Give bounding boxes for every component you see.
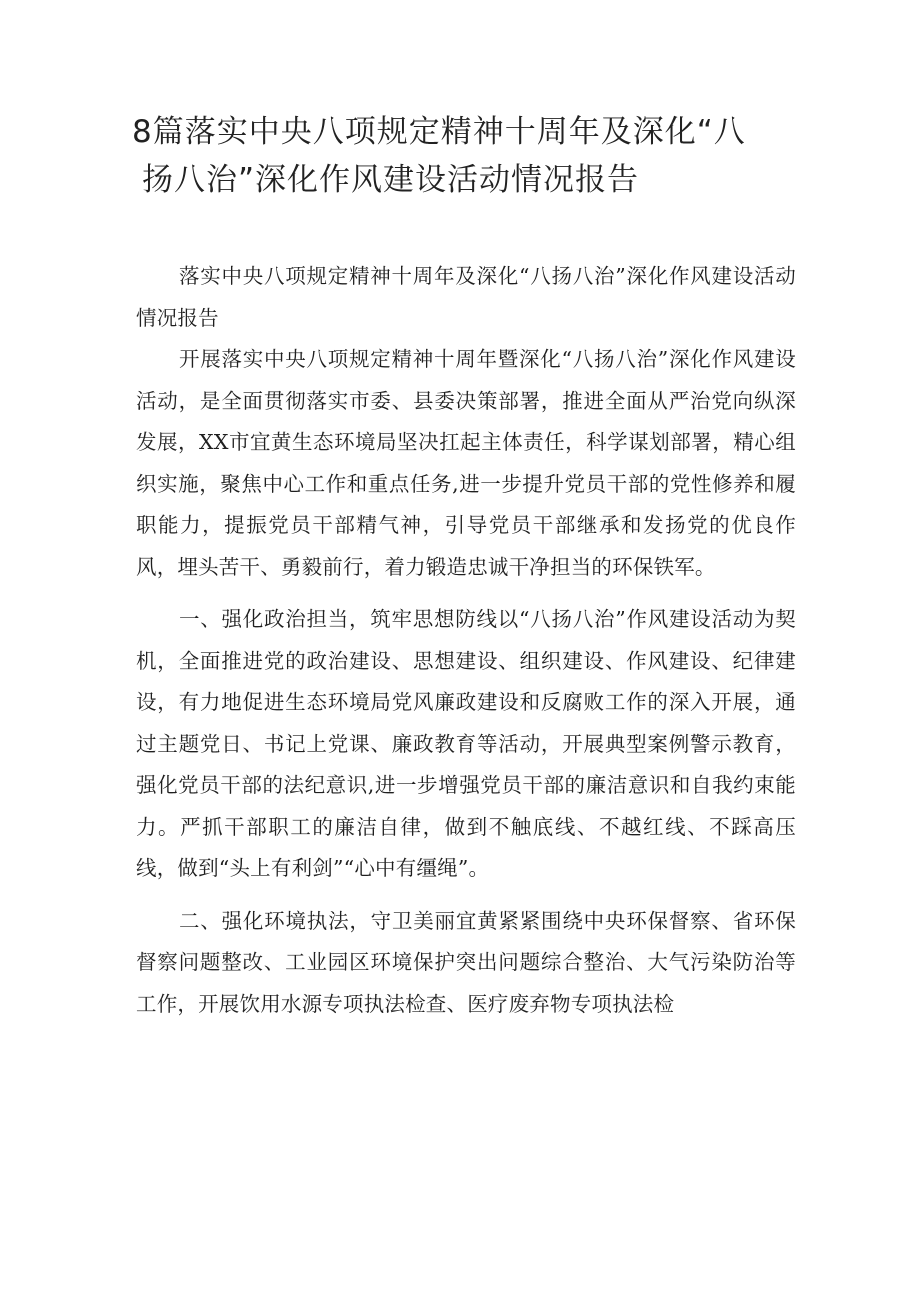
paragraph-intro: 开展落实中央八项规定精神十周年暨深化“八扬八治”深化作风建设活动，是全面贯彻落实市委、县委决策部署，推进全面从严治党向纵深发展，XX市宜黄生态环境局坚决扛起主体责任，科学谋划部署，精心组织实施，聚焦中心工作和重点任务,进一步提升党员干部的党性修养和履职能力，提振党员干部精气神，引导党员干部继承和发扬党的优良作风，埋头苦干、勇毅前行，着力锻造忠诚干净担当的环保铁军。 — [136, 347, 796, 579]
paragraph-section-1: 一、强化政治担当，筑牢思想防线以“八扬八治”作风建设活动为契机，全面推进党的政治建设、思想建设、组织建设、作风建设、纪律建设，有力地促进生态环境局党风廉政建设和反腐败工作的深入开展，通过主题党日、书记上党课、廉政教育等活动，开展典型案例警示教育，强化党员干部的法纪意识,进一步增强党员干部的廉洁意识和自我约束能力。严抓干部职工的廉洁自律，做到不触底线、不越红线、不踩高压线，做到“头上有利剑”“心中有缰绳”。 — [136, 607, 796, 880]
title-line-2: 扬八治”深化作风建设活动情况报告 — [142, 162, 640, 198]
title-line-1: 8篇落实中央八项规定精神十周年及深化“八 — [132, 114, 746, 150]
document-title — [132, 108, 802, 204]
document-body — [136, 256, 796, 1025]
paragraph-section-2: 二、强化环境执法，守卫美丽宜黄紧紧围绕中央环保督察、省环保督察问题整改、工业园区环境保护突出问题综合整治、大气污染防治等工作，开展饮用水源专项执法检查、医疗废弃物专项执法检 — [136, 908, 796, 1016]
paragraph-subtitle: 落实中央八项规定精神十周年及深化“八扬八治”深化作风建设活动情况报告 — [136, 264, 796, 330]
